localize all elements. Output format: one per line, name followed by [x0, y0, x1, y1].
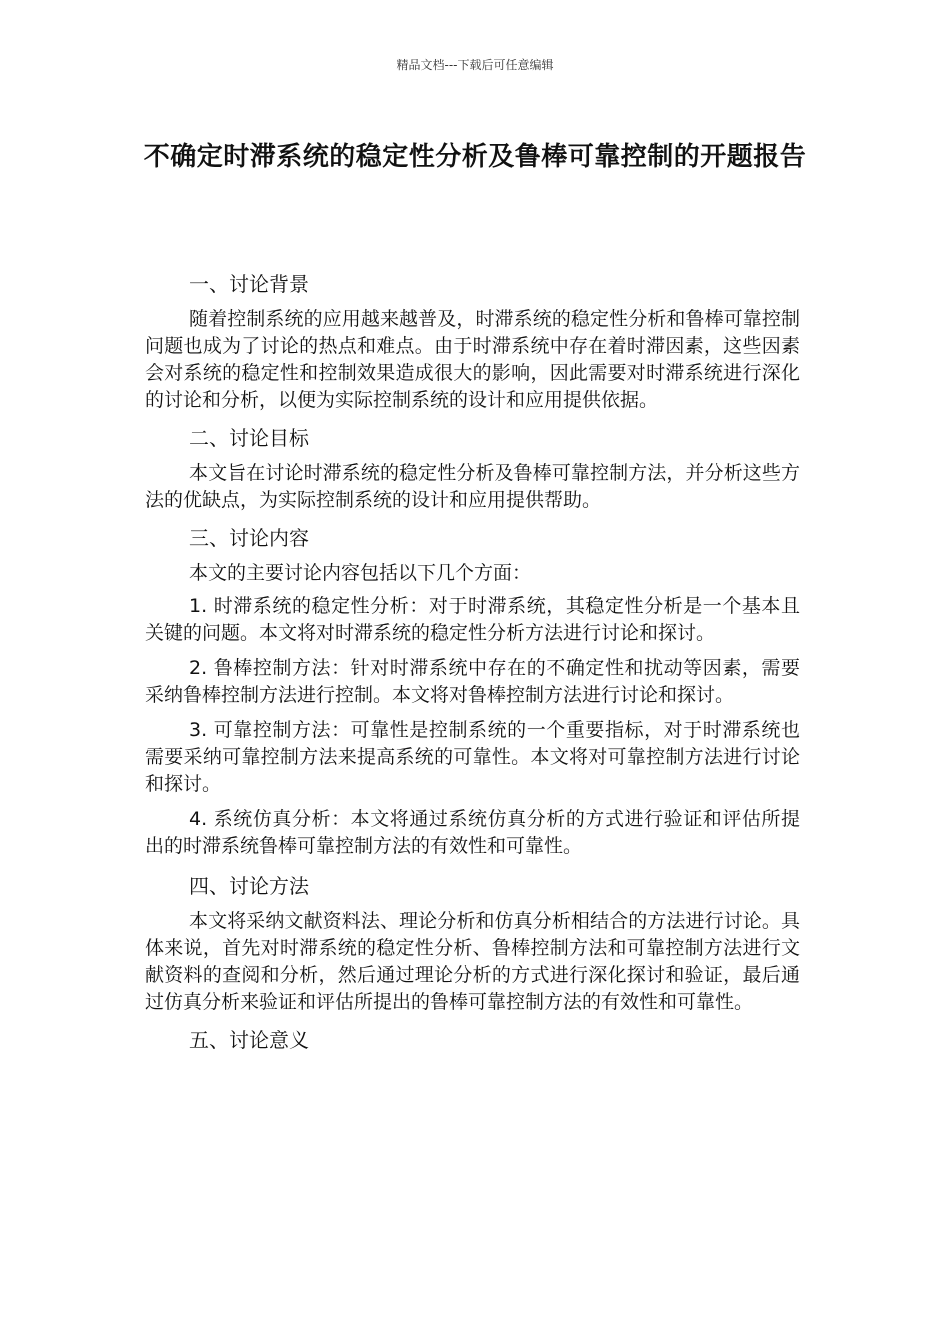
section-heading-content: 三、讨论内容 [189, 526, 309, 550]
list-item: 3. 可靠控制方法：可靠性是控制系统的一个重要指标，对于时滞系统也需要采纳可靠控制方法来提高系统的可靠性。本文将对可靠控制方法进行讨论和探讨。 [145, 719, 800, 795]
header-note: 精品文档---下载后可任意编辑 [396, 58, 554, 72]
section-heading-significance: 五、讨论意义 [189, 1028, 309, 1052]
list-item: 2. 鲁棒控制方法：针对时滞系统中存在的不确定性和扰动等因素，需要采纳鲁棒控制方法进行控制。本文将对鲁棒控制方法进行讨论和探讨。 [145, 657, 800, 706]
document-title: 不确定时滞系统的稳定性分析及鲁棒可靠控制的开题报告 [143, 142, 807, 172]
document-body [145, 266, 800, 1062]
list-item: 1. 时滞系统的稳定性分析：对于时滞系统，其稳定性分析是一个基本且关键的问题。本文将对时滞系统的稳定性分析方法进行讨论和探讨。 [145, 595, 800, 644]
section-heading-background: 一、讨论背景 [189, 272, 309, 296]
paragraph-goal: 本文旨在讨论时滞系统的稳定性分析及鲁棒可靠控制方法，并分析这些方法的优缺点，为实际控制系统的设计和应用提供帮助。 [145, 462, 800, 511]
paragraph-background: 随着控制系统的应用越来越普及，时滞系统的稳定性分析和鲁棒可靠控制问题也成为了讨论的热点和难点。由于时滞系统中存在着时滞因素，这些因素会对系统的稳定性和控制效果造成很大的影响，因此需要对时滞系统进行深化的讨论和分析，以便为实际控制系统的设计和应用提供依据。 [145, 308, 800, 411]
list-item: 4. 系统仿真分析：本文将通过系统仿真分析的方式进行验证和评估所提出的时滞系统鲁棒可靠控制方法的有效性和可靠性。 [145, 808, 800, 857]
section-heading-method: 四、讨论方法 [189, 874, 309, 898]
paragraph-method: 本文将采纳文献资料法、理论分析和仿真分析相结合的方法进行讨论。具体来说，首先对时滞系统的稳定性分析、鲁棒控制方法和可靠控制方法进行文献资料的查阅和分析，然后通过理论分析的方式进行深化探讨和验证，最后通过仿真分析来验证和评估所提出的鲁棒可靠控制方法的有效性和可靠性。 [145, 910, 800, 1013]
paragraph-content-intro: 本文的主要讨论内容包括以下几个方面： [189, 562, 532, 584]
section-heading-goal: 二、讨论目标 [189, 426, 309, 450]
